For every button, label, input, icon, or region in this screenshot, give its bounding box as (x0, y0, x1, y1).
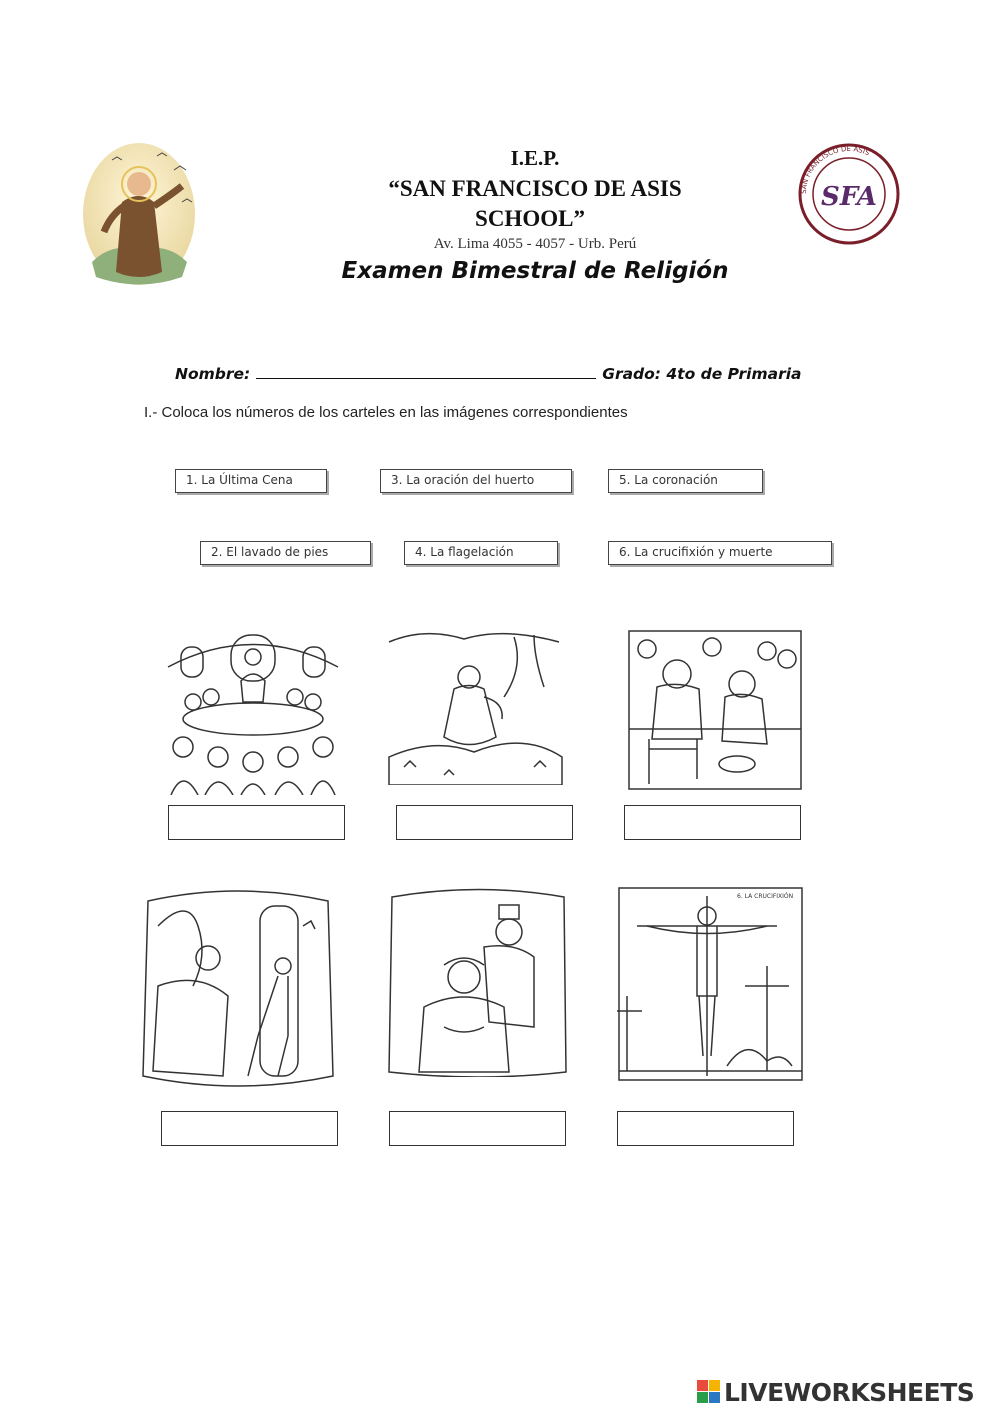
exam-title: Examen Bimestral de Religión (341, 258, 729, 284)
school-name-line1: “SAN FRANCISCO DE ASIS (388, 176, 682, 201)
last-supper-illustration (163, 627, 343, 795)
answer-box-2[interactable] (396, 805, 573, 840)
instruction-text: I.- Coloca los números de los carteles en las imágenes correspondientes (144, 404, 628, 421)
student-info-line (175, 364, 802, 383)
card-garden-prayer: 3. La oración del huerto (380, 469, 572, 493)
institution-type: I.E.P. (510, 146, 560, 170)
answer-box-5[interactable] (389, 1111, 566, 1146)
crowning-illustration (384, 887, 571, 1077)
crucifixion-caption: 6. LA CRUCIFIXIÓN (737, 893, 794, 900)
card-flagellation: 4. La flagelación (404, 541, 558, 565)
card-last-supper: 1. La Última Cena (175, 469, 327, 493)
liveworksheets-brand[interactable]: LIVEWORKSHEETS (724, 1378, 975, 1407)
name-blank[interactable] (256, 364, 596, 379)
card-crowning: 5. La coronación (608, 469, 763, 493)
flagellation-illustration (138, 886, 338, 1092)
grade-label: Grado: 4to de Primaria (602, 365, 802, 383)
answer-box-4[interactable] (161, 1111, 338, 1146)
card-crucifixion: 6. La crucifixión y muerte (608, 541, 832, 565)
crucifixion-illustration (617, 886, 804, 1082)
card-foot-washing: 2. El lavado de pies (200, 541, 371, 565)
school-name-line2: SCHOOL” (475, 206, 585, 231)
answer-box-1[interactable] (168, 805, 345, 840)
school-address: Av. Lima 4055 - 4057 - Urb. Perú (433, 236, 637, 252)
foot-washing-illustration (627, 629, 803, 791)
answer-box-6[interactable] (617, 1111, 794, 1146)
saint-francis-portrait (82, 142, 197, 287)
liveworksheets-logo-icon (697, 1380, 721, 1404)
name-label: Nombre: (175, 365, 251, 383)
seal-ring-text: SAN FRANCISCO DE ASIS (799, 144, 871, 195)
school-seal-logo (798, 143, 900, 245)
answer-box-3[interactable] (624, 805, 801, 840)
garden-prayer-illustration (384, 627, 566, 785)
seal-initials: SFA (821, 182, 877, 212)
